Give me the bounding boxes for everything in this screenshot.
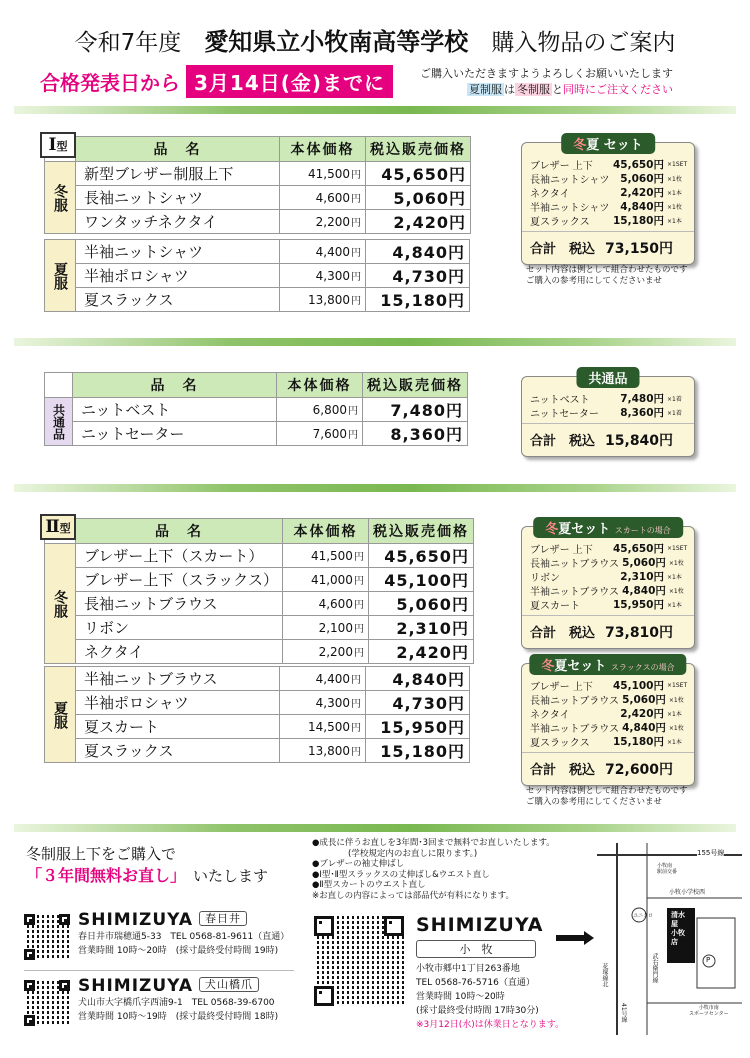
qr-code-inuyama[interactable] (24, 980, 70, 1026)
common-table: 品 名 本体価格 税込販売価格 共通品 ニットベスト 6,800円 7,480円 ニットセーター 7,600円 8,360円 (44, 372, 468, 446)
alteration-banner: 冬制服上下をご購入で 「３年間無料お直し」 いたします (26, 845, 269, 885)
alteration-notes: ●成長に伴うお直しを3年間･3回まで無料でお直しいたします。 (学校規定内のお直しに限ります。) ●ブレザーの袖丈伸ばし ●Ⅰ型･Ⅱ型スラックスの丈伸ばし&ウエスト直し ●Ⅱ型スカートのウエスト直し ※お直しの内容によっては部品代が有料になります。 (312, 838, 555, 901)
store-map: 155号線 小牧南 駅前交番 小牧小学校西 清水屋 小牧店 ユニクロ P 花塚線北 武右衛門線 41号線 小牧市南 スポーツセンター (597, 843, 742, 1035)
arrow-head-icon (584, 931, 594, 945)
divider (24, 970, 294, 971)
divider (14, 338, 736, 346)
qr-code-komaki[interactable] (314, 916, 404, 1006)
qr-code-kasugai[interactable] (24, 914, 70, 960)
shop-inuyama: SHIMIZUYA 犬山橋爪 犬山市大字橋爪字西浦9-1 TEL 0568-39-6700 営業時間 10時～19時 (採寸最終受付時間 18時) (78, 976, 279, 1022)
set-box-type2-slacks: 冬夏セット スラックスの場合 ブレザー 上下 45,100円 ×1SET 長袖ニットブラウス 5,060円 ×1枚 ネクタイ 2,420円 ×1本 半袖ニットブラウス 4,840円 ×1枚 夏スラックス 15,180円 ×1本 合計 税込 72,600円 (521, 663, 695, 786)
type2-winter-table: 品 名 本体価格 税込販売価格 冬服 ブレザー上下（スカート） 41,500円 45,650円 ブレザー上下（スラックス） 41,000円 45,100円 長袖ニットブラウス 4,600円 5,060円 リボン 2,100円 2,310円 ネクタイ 2,200円 2,420円 (44, 518, 474, 664)
order-message: ご購入いただきますようよろしくお願いいたします 夏制服 は 冬制服 と同時にご注文ください (420, 67, 673, 96)
divider (14, 484, 736, 492)
type1-winter-table: 品 名 本体価格 税込販売価格 冬服 新型ブレザー制服上下 41,500円 45,650円 長袖ニットシャツ 4,600円 5,060円 ワンタッチネクタイ 2,200円 2,420円 (44, 136, 471, 234)
set-box-common: 共通品 ニットベスト 7,480円 ×1着 ニットセーター 8,360円 ×1着 合計 税込 15,840円 (521, 376, 695, 457)
page-title: 令和7年度 愛知県立小牧南高等学校 購入物品のご案内 (74, 28, 676, 56)
divider (14, 824, 736, 832)
type1-tag: Ⅰ型 (40, 132, 76, 158)
set-header: 冬夏 セット (561, 133, 655, 154)
set-note: セット内容は例として組合わせたものです ご購入の参考用にしてくださいませ (526, 786, 688, 807)
type2-tag: Ⅱ型 (40, 514, 76, 540)
set-note: セット内容は例として組合わせたものです ご購入の参考用にしてくださいませ (526, 265, 688, 286)
shop-komaki: SHIMIZUYA 小 牧 小牧市郷中1丁目263番地 TEL 0568-76-5716（直通） 営業時間 10時～20時 (採寸最終受付時間 17時30分) ※3月12日(水)は休業日となります。 (416, 914, 565, 1030)
type1-summer-table: 夏服 半袖ニットシャツ 4,400円 4,840円 半袖ポロシャツ 4,300円 4,730円 夏スラックス 13,800円 15,180円 (44, 239, 470, 312)
type2-summer-table: 夏服 半袖ニットブラウス 4,400円 4,840円 半袖ポロシャツ 4,300円 4,730円 夏スカート 14,500円 15,950円 夏スラックス 13,800円 15,180円 (44, 666, 470, 763)
set-box-type1: 冬夏 セット ブレザー 上下 45,650円 ×1SET 長袖ニットシャツ 5,060円 ×1枚 ネクタイ 2,420円 ×1本 半袖ニットシャツ 4,840円 ×1枚 夏スラックス 15,180円 ×1本 合計 税込 73,150円 (521, 142, 695, 265)
shop-kasugai: SHIMIZUYA 春日井 春日井市瑞穂通5-33 TEL 0568-81-9611（直通） 営業時間 10時～20時 (採寸最終受付時間 19時) (78, 910, 290, 956)
divider (14, 106, 736, 114)
order-deadline: 合格発表日から 3月14日(金)までに (40, 64, 393, 98)
set-box-type2-skirt: 冬夏セット スカートの場合 ブレザー 上下 45,650円 ×1SET 長袖ニットブラウス 5,060円 ×1枚 リボン 2,310円 ×1本 半袖ニットブラウス 4,840円 ×1枚 夏スカート 15,950円 ×1本 合計 税込 73,810円 (521, 526, 695, 649)
